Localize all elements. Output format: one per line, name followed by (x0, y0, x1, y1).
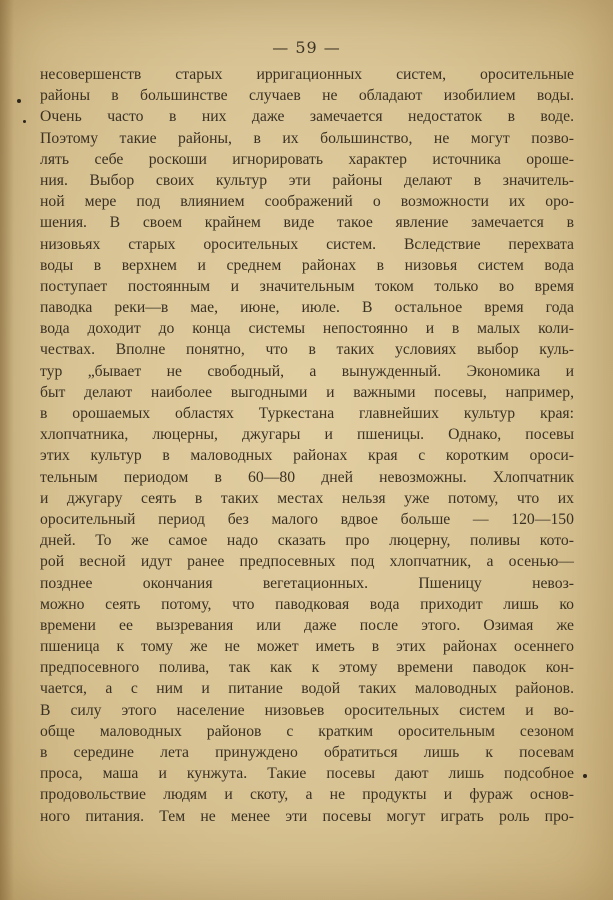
text-line: пшеница к тому же не может иметь в этих районах осеннего (40, 638, 574, 656)
text-line: шения. В своем крайнем виде такое явление замечается в (40, 214, 574, 232)
text-line: Очень часто в них даже замечается недостаток в воде. (40, 108, 574, 126)
text-line: чествах. Вполне понятно, что в таких условиях выбор куль- (40, 341, 574, 359)
text-line: этих культур в маловодных районах края с коротким ороси- (40, 447, 574, 465)
text-line: несовершенств старых ирригационных систем, оросительные (40, 66, 574, 83)
text-line: ной мере под влиянием соображений о возможности их оро- (40, 193, 574, 211)
text-line: предпосевного полива, так как к этому времени паводок кон- (40, 659, 574, 677)
page-number: — 59 — (272, 38, 341, 57)
page-spine-shadow (0, 0, 14, 900)
text-line: в орошаемых областях Туркестана главнейших культур края: (40, 405, 574, 422)
text-line: районы в большинстве случаев не обладают изобилием воды. (40, 87, 574, 105)
text-line: поступает постоянным и значительным током только во время (40, 277, 574, 295)
text-line: чается, а с ним и питание водой таких маловодных районов. (40, 680, 574, 698)
text-line: Поэтому такие районы, в их большинство, не могут позво- (40, 129, 574, 147)
text-line: времени ее вызревания или даже после этого. Озимая же (40, 616, 574, 634)
body-text (40, 64, 574, 827)
text-line: низовьях старых оросительных систем. Вследствие перехвата (40, 235, 574, 253)
ink-speck (23, 120, 26, 123)
text-line: обще маловодных районов с кратким оросительным сезоном (40, 722, 574, 740)
text-line: В силу этого население низовьев оросительных систем и во- (40, 701, 574, 719)
text-line: быт делают наиболее выгодными и важными посевы, например, (40, 383, 574, 401)
text-line: воды в верхнем и среднем районах в низовья систем вода (40, 256, 574, 274)
text-line: ного питания. Тем не менее эти посевы могут играть роль про- (40, 807, 574, 825)
text-line: тельным периодом в 60—80 дней невозможны. Хлопчатник (40, 468, 574, 486)
text-line: ния. Выбор своих культур эти районы делают в значитель- (40, 171, 574, 189)
text-line: вода доходит до конца системы непостоянно и в малых коли- (40, 320, 574, 338)
text-line: рой весной идут ранее предпосевных под хлопчатник, а осенью— (40, 553, 574, 571)
text-line: хлопчатника, люцерны, джугары и пшеницы. Однако, посевы (40, 426, 574, 444)
text-line: паводка реки—в мае, июне, июле. В остальное время года (40, 299, 574, 317)
text-line: продовольствие людям и скоту, а не продукты и фураж основ- (40, 786, 574, 804)
text-line: и джугару сеять в таких местах нельзя уже потому, что их (40, 489, 574, 507)
ink-speck (17, 99, 21, 103)
ink-speck (583, 774, 587, 778)
text-line: тур „бывает не свободный, а вынужденный. Экономика и (40, 362, 574, 380)
text-line: можно сеять потому, что паводковая вода приходит лишь ко (40, 595, 574, 613)
text-line: лять себе роскоши игнорировать характер источника ороше- (40, 150, 574, 168)
text-line: дней. То же самое надо сказать про люцерну, поливы кото- (40, 532, 574, 550)
text-line: позднее окончания вегетационных. Пшеницу невоз- (40, 574, 574, 592)
text-line: в середине лета принуждено обратиться лишь к посевам (40, 744, 574, 761)
text-line: проса, маша и кунжута. Такие посевы дают лишь подсобное (40, 765, 574, 783)
text-line: оросительный период без малого вдвое больше — 120—150 (40, 510, 574, 528)
